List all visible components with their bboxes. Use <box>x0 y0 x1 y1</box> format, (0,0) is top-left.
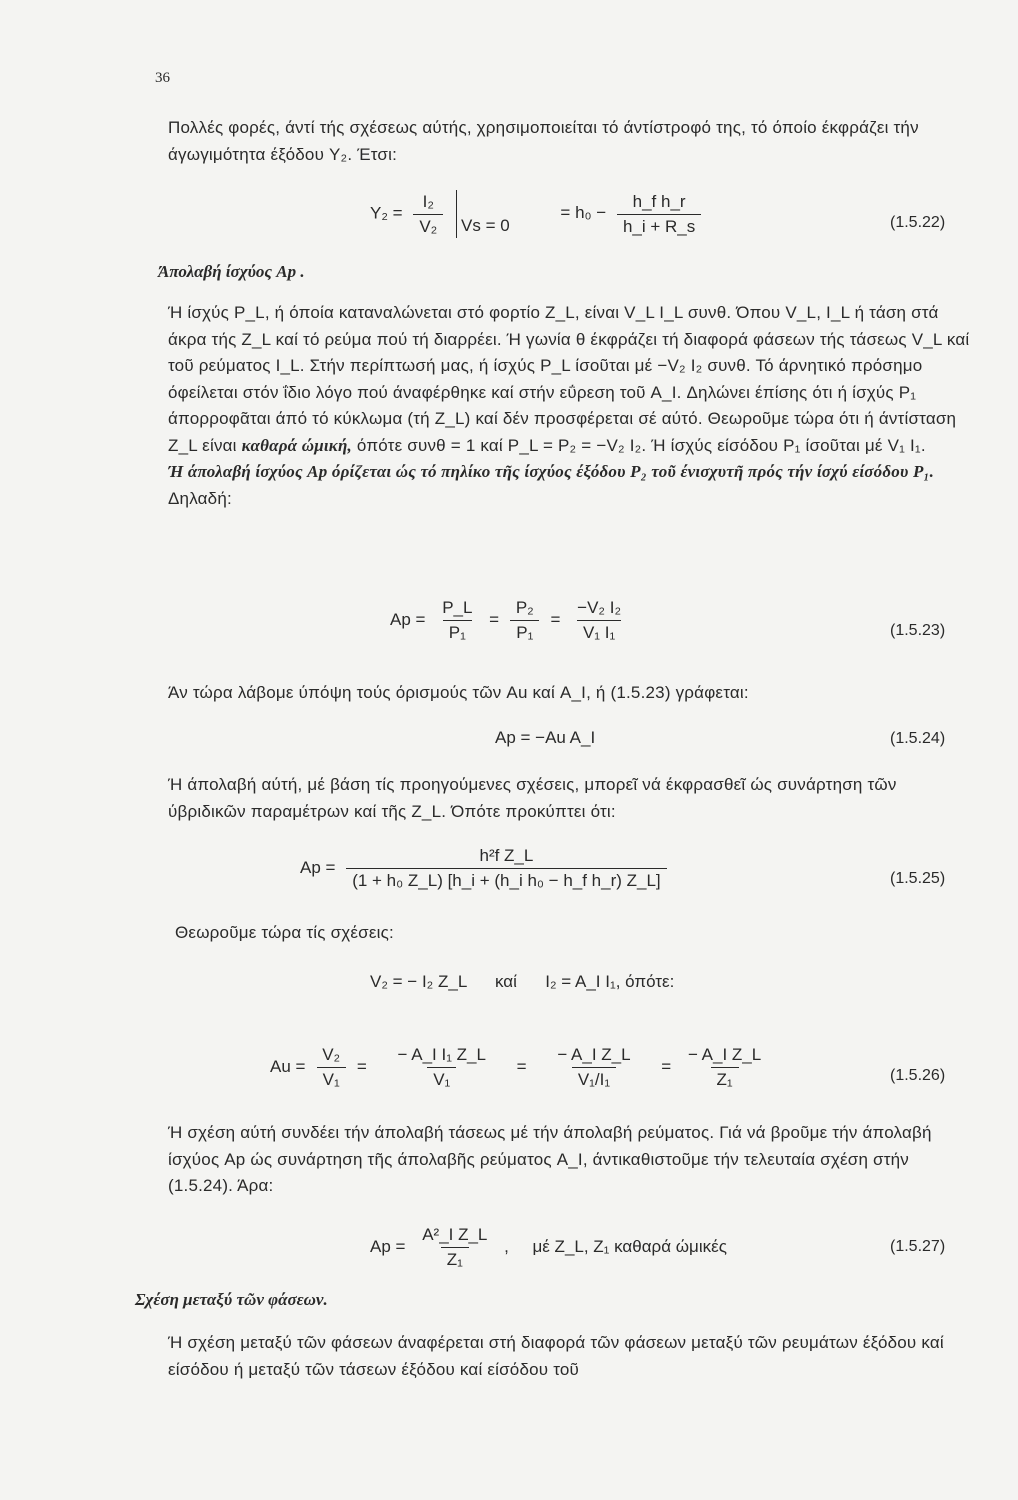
eq23-frac1 <box>436 598 478 643</box>
p2-text: Ή ίσχύς P_L, ή όποία καταναλώνεται στό φορτίο Z_L, είναι V_L I_L συνθ. Όπου V_L, I_L ή τάση στά άκρα τής Z_L καί τό ρεύμα πού τή διαρρέει. Ή γωνία θ έκφράζει τή διαφορά φάσεων τής τάσεως V_L καί τοῦ ρεύματος I_L. Στήν περίπτωσή μας, ή ίσχύς P_L ίσοῦται μέ −V₂ I₂ συνθ. Τό άρνητικό πρόσημο όφείλεται στόν ΐδιο λόγο πού άναφέρθηκε καί στήν εΰρεση τοῦ A_I. Δηλώνει έπίσης ότι ή ίσχύς P₁ άπορροφᾶται άπό τό κύκλωμα (τή Z_L) καί δέν προσφέρεται σέ αύτό. Θεωροῦμε τώρα ότι ή άντίσταση Z_L είναι <box>168 303 970 455</box>
eq27-cond: , μέ Z_L, Z₁ καθαρά ώμικές <box>504 1236 727 1256</box>
eq26-number: (1.5.26) <box>890 1067 946 1084</box>
def-bold: Ή άπολαβή ίσχύος Ap όρίζεται ώς τό πηλίκο τῆς ίσχύος έξόδου P₂ τοῦ ένισχυτῆ πρός τήν ίσχύ είσόδου P₁. <box>168 462 935 481</box>
equation-1-5-22 <box>370 190 707 238</box>
eq26-d4: Z₁ <box>711 1067 739 1090</box>
paragraph-voltage-current: Ή σχέση αύτή συνδέει τήν άπολαβή τάσεως μέ τήν άπολαβή ρεύματος. Γιά νά βροῦμε τήν άπολαβή ίσχύος Ap ώς συνάρτηση τῆς άπολαβῆς ρεύματος A_I, άντικαθιστοῦμε τήν τελευταία σχέση στήν (1.5.24). Άρα: <box>168 1123 932 1195</box>
eq26-n1: V₂ <box>322 1045 341 1064</box>
eq26-n4: − A_I Z_L <box>687 1045 762 1064</box>
p2-bold: καθαρά ώμική, <box>241 435 352 455</box>
paragraph-intro: Πολλές φορές, άντί τής σχέσεως αύτής, χρησιμοποιείται τό άντίστροφό της, τό όποίο έκφράζει τήν άγωγιμότητα έξόδου Y₂. Έτσι: <box>168 118 919 164</box>
eq26-d3: V₁/I₁ <box>572 1067 616 1090</box>
eq22-den: V₂ <box>413 214 443 237</box>
eq22-lhs: Y₂ = <box>370 203 403 223</box>
def-end: Δηλαδή: <box>168 488 232 508</box>
eq22-number: (1.5.22) <box>890 214 946 231</box>
page-number: 36 <box>155 70 170 86</box>
paragraph-relations: Θεωροῦμε τώρα τίς σχέσεις: <box>175 923 394 942</box>
eq22-frac2 <box>617 192 701 237</box>
eq23-number: (1.5.23) <box>890 622 946 639</box>
eq25-num: h²f Z_L <box>479 846 534 865</box>
p2-end: όπότε συνθ = 1 καί P_L = P₂ = −V₂ I₂. Ή ίσχύς είσόδου P₁ ίσοῦται μέ V₁ I₁. <box>356 435 926 455</box>
paragraph-definitions: Άν τώρα λάβομε ύπόψη τούς όρισμούς τῶν Au καί A_I, ή (1.5.23) γράφεται: <box>168 683 749 702</box>
eq25-den: (1 + h₀ Z_L) [h_i + (h_i h₀ − h_f h_r) Z_L] <box>346 868 666 891</box>
eq25-lhs: Ap = <box>300 857 336 877</box>
eq27-num: A²_I Z_L <box>422 1225 488 1244</box>
eq23-d1: P₁ <box>443 620 472 643</box>
equation-1-5-26: Au = $\frac{\text{V₂}}{\text{V₁}}$ = $\frac{\text{− A\_I I₁ Z\_L}}{\text{V₁}}$ = $\frac{\text{− A\_I Z\_L}}{\text{V₁/I₁}}$ = $\frac{\text{− A\_I Z\_L}}{\text{Z₁}}$ <box>270 1045 773 1090</box>
eq22-condition-bar <box>456 190 510 238</box>
eq26-n3: − A_I Z_L <box>557 1045 631 1064</box>
paragraph-phase: Ή σχέση μεταξύ τῶν φάσεων άναφέρεται στή διαφορά τῶν φάσεων μεταξύ τῶν ρευμάτων έξόδου καί είσόδου ή μεταξύ τῶν τάσεων έξόδου καί είσόδου τοῦ <box>168 1333 944 1379</box>
eq27-frac <box>416 1225 493 1270</box>
eq25-number: (1.5.25) <box>890 870 946 887</box>
heading-phase: Σχέση μεταξύ τῶν φάσεων. <box>135 1290 328 1309</box>
eq23-lhs: Ap = <box>390 609 426 629</box>
equation-1-5-24: Ap = −Au A_I <box>495 728 596 747</box>
heading-power-gain: Άπολαβή ίσχύος Ap . <box>158 262 305 281</box>
paragraph-hybrid: Ή άπολαβή αύτή, μέ βάση τίς προηγούμενες σχέσεις, μπορεῖ νά έκφρασθεῖ ώς συνάρτηση τῶν ύβριδικῶν παραμέτρων καί τῆς Z_L. Όπότε προκύπτει ότι: <box>168 775 897 821</box>
eq23-frac3 <box>571 598 627 643</box>
definition-power-gain <box>168 459 978 512</box>
eq22-den2: h_i + R_s <box>617 214 701 237</box>
eq24-number: (1.5.24) <box>890 730 946 747</box>
eq26-frac2 <box>392 1045 492 1090</box>
eq27-number: (1.5.27) <box>890 1238 946 1255</box>
eq27-den: Z₁ <box>441 1247 469 1270</box>
equation-1-5-27 <box>370 1225 727 1270</box>
eq26-frac1 <box>316 1045 346 1090</box>
eq22-cond: Vs = 0 <box>461 216 510 235</box>
eq23-n2: P₂ <box>515 598 534 617</box>
eq22-mid: = h₀ − <box>560 203 607 223</box>
eq26-d2: V₁ <box>427 1067 456 1090</box>
paragraph-power-load <box>168 300 978 512</box>
eq22-frac <box>413 192 443 237</box>
eq26-lhs: Au = <box>270 1056 306 1076</box>
equation-relations: V₂ = − I₂ Z_L καί I₂ = A_I I₁, όπότε: <box>370 972 675 991</box>
equation-1-5-25 <box>300 846 673 891</box>
eq27-lhs: Ap = <box>370 1236 406 1256</box>
eq26-frac4 <box>682 1045 767 1090</box>
equation-1-5-23: Ap = $\frac{P\_L}{\text{P₁}}$ = $\frac{\text{P₂}}{\text{P₁}}$ = $\frac{\text{−V₂ I₂}}{\text{V₁ I₁}}$ <box>390 598 633 643</box>
eq23-frac2 <box>510 598 540 643</box>
eq22-num2: h_f h_r <box>632 191 686 211</box>
eq25-frac <box>346 846 666 891</box>
eq26-d1: V₁ <box>317 1067 346 1090</box>
eq23-d3: V₁ I₁ <box>577 620 621 643</box>
eq26-frac3 <box>551 1045 636 1090</box>
eq23-n3: −V₂ I₂ <box>577 598 622 617</box>
eq23-d2: P₁ <box>510 620 539 643</box>
eq26-n2: − A_I I₁ Z_L <box>397 1045 486 1064</box>
eq23-n1: P_L <box>442 598 473 617</box>
eq22-num: I₂ <box>422 191 434 211</box>
